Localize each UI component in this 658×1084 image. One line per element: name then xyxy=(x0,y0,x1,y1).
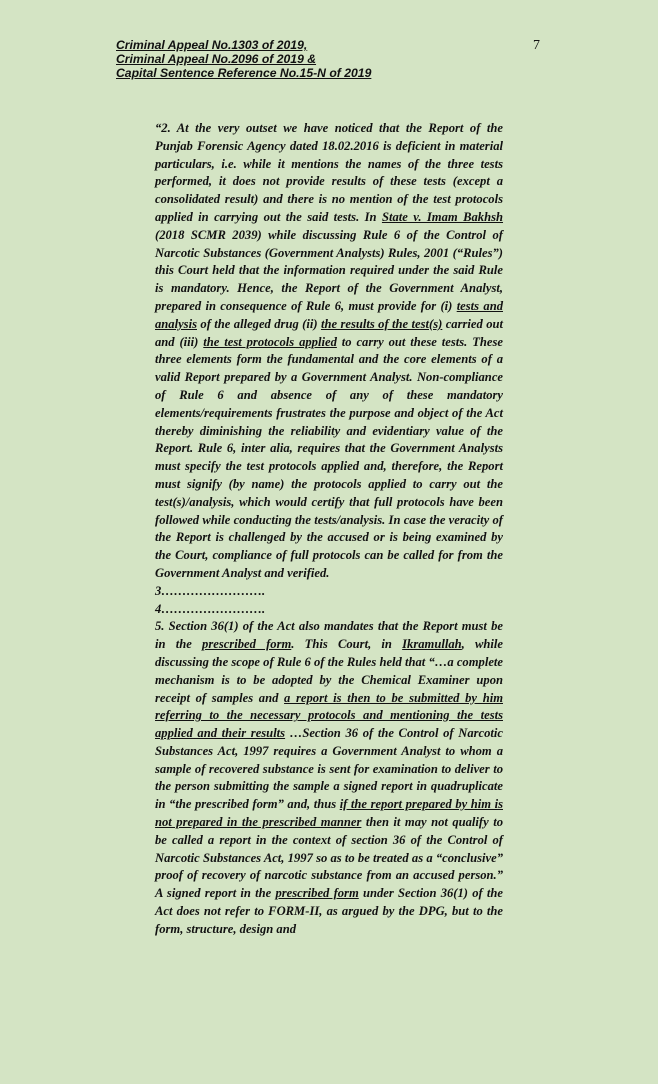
paragraph-5-text: then it may not qualify to be called a report in the context of section 36 of the Control of Narcotic Substances Act, 1997 so as to be treated as a “conclusive” proof of recovery of narcotic substance from an accused person.” A signed report in the xyxy=(155,815,503,901)
case-citation-imam-bakhsh: State v. Imam Bakhsh xyxy=(381,209,504,224)
underlined-phrase: a report is then to be submitted by him referring to the necessary protocols and mentioning the tests applied and their results xyxy=(155,690,503,741)
underlined-phrase: the test protocols applied xyxy=(203,334,337,349)
paragraph-2-text: carried out and (iii) xyxy=(155,316,503,349)
underlined-phrase: if the report prepared by him is not prepared in the prescribed manner xyxy=(155,797,503,830)
paragraph-5-text: under Section 36(1) of the Act does not refer to FORM-II, as argued by the DPG, but to the form, structure, design and xyxy=(155,886,504,936)
paragraph-3-elided: 3……………………. xyxy=(155,583,266,598)
case-header xyxy=(116,38,371,80)
paragraph-2-text: (2018 SCMR 2039) while discussing Rule 6 of the Control of Narcotic Substances (Government Analysts) Rules, 2001 (“Rules”) this Court held that the information required under the said Rule is mandatory. Hence, the Report of the Government Analyst, prepared in consequence of Rule 6, must provide for (i) xyxy=(155,227,503,313)
paragraph-5 xyxy=(155,618,503,938)
paragraph-5-text: 5. Section 36(1) of the Act also mandates that the Report must be in the xyxy=(155,619,503,652)
underlined-phrase: the results of the test(s) xyxy=(320,316,443,331)
paragraph-5-text: . This Court, in xyxy=(291,637,403,652)
case-citation-ikramullah: Ikramullah xyxy=(402,637,462,652)
case-header-line-3: Capital Sentence Reference No.15-N of 2019 xyxy=(116,66,372,80)
underlined-phrase: tests and analysis xyxy=(155,298,503,331)
paragraph-2-text: of the alleged drug (ii) xyxy=(197,316,321,331)
quoted-judgment-text xyxy=(155,120,503,939)
underlined-phrase: prescribed form xyxy=(275,886,359,901)
paragraph-2 xyxy=(155,120,503,583)
paragraph-5-text: , while discussing the scope of Rule 6 of the Rules held that “…a complete mechanism is to be adopted by the Chemical Examiner upon receipt of samples and xyxy=(155,637,503,705)
underlined-phrase: prescribed form xyxy=(202,637,292,652)
case-header-line-1: Criminal Appeal No.1303 of 2019, xyxy=(116,38,308,52)
paragraph-2-text: to carry out these tests. These three elements form the fundamental and the core elements of a valid Report prepared by a Government Analyst. Non-compliance of Rule 6 and absence of any of these mandatory elements/requirements frustrates the purpose and object of the Act thereby diminishing the reliability and evidentiary value of the Report. Rule 6, inter alia, requires that the Government Analysts must specify the test protocols applied and, therefore, the Report must signify (by name) the protocols applied to carry out the test(s)/analysis, which would certify that full protocols have been followed while conducting the tests/analysis. In case the veracity of the Report is challenged by the accused or is being examined by the Court, compliance of full protocols can be called for from the Government Analyst and verified. xyxy=(155,334,503,580)
page-number: 7 xyxy=(533,38,540,53)
case-header-line-2: Criminal Appeal No.2096 of 2019 & xyxy=(116,52,317,66)
paragraph-5-text: …Section 36 of the Control of Narcotic Substances Act, 1997 requires a Government Analyst to whom a sample of recovered substance is sent for examination to deliver to the person submitting the sample a signed report in quadruplicate in “the prescribed form” and, thus xyxy=(155,726,503,812)
paragraph-4-elided: 4……………………. xyxy=(155,601,266,616)
paragraph-2-text: “2. At the very outset we have noticed that the Report of the Punjab Forensic Agency dated 18.02.2016 is deficient in material particulars, i.e. while it mentions the names of the three tests performed, it does not provide results of these tests (except a consolidated result) and there is no mention of the test protocols applied in carrying out the said tests. In xyxy=(155,121,503,224)
